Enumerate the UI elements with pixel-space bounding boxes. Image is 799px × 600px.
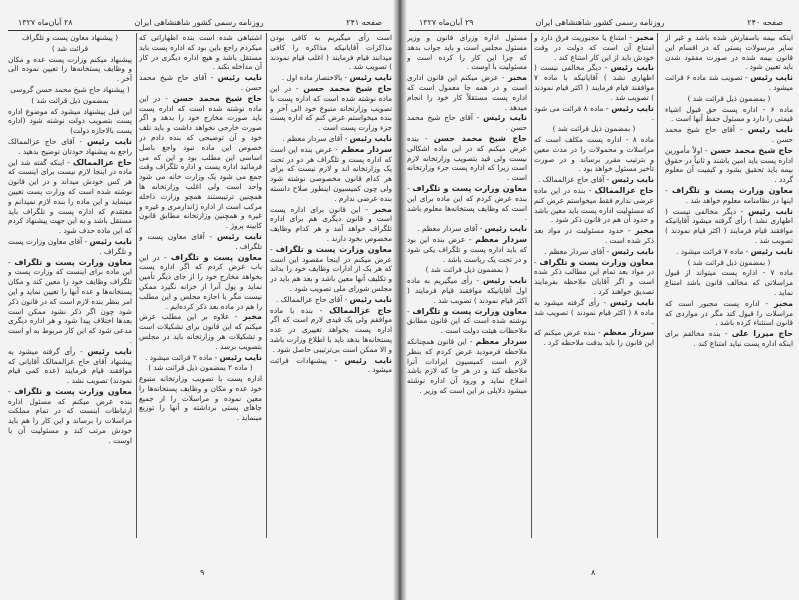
paragraph-text: ماده ۷ - اداره پست میتواند از قبول مراسلاتی که مخالف قانون باشد امتناع نماید . xyxy=(665,268,793,297)
speaker-name: معاون وزارت پست و تلگراف xyxy=(672,185,793,195)
paragraph-text: - این قانون برای اداره پست است و قانون دیگری هم برای اداره تلگراف خواهد آمد و هر کدام وظایف مخصوص بخود دارند . xyxy=(270,204,392,243)
paragraph xyxy=(665,268,793,297)
paragraph-text: - در این ماده نوشته شده است که اداره پست باید صورت مخارج خود را بدهد و اگر صورت خارجی نخواهد داشت و باید تلف خود و آن توضیحی که بنده دادم در خصوص این ماده نبود واجع باصل اساسی این مطلب بود و این که می فرمائید اداره پست و اداره تلگراف وقت جمع می شود یک وزارت خانه می شود واحد است ولی اغلب وزارتخانه ها همچنین ترتیبستند همچو وزارت داخله مرکب است از اداره ژاندارمری و غیره و غیره و همچنین وزارتخانه مطابق قانون کابینه پروژ . xyxy=(139,93,262,231)
paragraph-text: - بنده عرض کردم که این ماده برای این است که وظایف پستخانه‌ها معلوم باشد . xyxy=(407,183,527,223)
paragraph xyxy=(8,44,132,54)
speaker-paragraph xyxy=(8,387,132,446)
paragraph-text: اشتباهی شده است بنده اظهاراتی که میکردم راجع باین بود که اداره پست باید مستقل باشد و هیچ اداره دیگری در کار آن مداخله نکند . xyxy=(139,33,262,72)
speaker-paragraph xyxy=(665,73,793,93)
paragraph-text: - بنده عرض میکنم که در این ماده اشکالی نیست ولی قید بتصویب وزارتخانه لازم است زیرا که اداره پست جزء وزارتخانه است . xyxy=(407,133,527,183)
speaker-paragraph xyxy=(8,237,132,257)
speaker-paragraph xyxy=(534,258,654,297)
paragraph-text: - بنده عرض میکنم که این قانون را باید بدقت ملاحظه کرد . xyxy=(534,328,654,347)
speaker-name: معاون پست و تلگراف xyxy=(170,252,262,262)
paragraph xyxy=(8,107,132,136)
paragraph xyxy=(665,33,793,72)
paragraph xyxy=(8,96,132,106)
paragraph-text: - ماده ۲ قرائت میشود . xyxy=(145,352,218,362)
paragraph-text: - رأی میگیریم به ماده اول آقایانیکه موافقند قیام فرمایند ( اکثر قیام نمودند ) تصویب شد . xyxy=(407,276,527,305)
speaker-paragraph xyxy=(8,158,132,236)
speaker-name: سردار معظم xyxy=(475,336,527,346)
text-column xyxy=(8,33,132,538)
speaker-paragraph xyxy=(534,247,654,257)
speaker-paragraph xyxy=(665,299,793,328)
speaker-name: سردار معظم xyxy=(603,328,654,338)
text-column xyxy=(407,33,527,538)
paragraph-text: - در مواد بعد تمام این مطالب ذکر شده است و اگر آقایان ملاحظه بفرمایند تصدیق خواهند کرد . xyxy=(534,257,654,296)
header-rule xyxy=(409,30,791,31)
speaker-name: حاج میرزا علی xyxy=(731,329,793,339)
paragraph-text: - رأی گرفته میشود به ماده ۸ ( اکثر قیام نمودند ) تصویب شد . xyxy=(534,297,654,327)
speaker-name: مخبر xyxy=(508,73,527,83)
paragraph xyxy=(139,374,262,423)
speaker-paragraph xyxy=(139,353,262,363)
column-divider xyxy=(266,33,267,538)
paragraph-text: - پیشنهادات قرائت میشود . xyxy=(270,355,392,375)
speaker-name: نایب رئیس xyxy=(611,103,654,113)
speaker-name: نایب رئیس xyxy=(610,63,654,73)
page-footer-number: ۹ xyxy=(200,568,205,577)
speaker-paragraph xyxy=(270,295,392,305)
paragraph-text: - بالاختصار ماده اول . xyxy=(281,73,348,83)
paragraph-text: - بنده در این ماده عرضی ندارم فقط میخواستم عرض کنم که مسئولیت اداره پست باید معین باشد و حدود آن هم در قانون ذکر شود . xyxy=(534,185,654,225)
page-number: صفحه ۲۴۱ xyxy=(346,18,382,27)
paragraph xyxy=(407,265,527,275)
speaker-name: مخبر xyxy=(373,204,392,214)
paragraph-text: - دیگر مخالفی نیست ( اظهاری نشد ) آقایانیکه با ماده ۷ موافقند قیام فرمایند ( اکثر قیام نمودند ) تصویب شد . xyxy=(534,63,654,102)
speaker-name: حاج شیخ محمد حسن xyxy=(710,145,793,155)
speaker-name: نایب رئیس xyxy=(217,231,262,241)
paragraph-text: اداره پست با تصویب وزارتخانه متبوع خود عده و مکان و وظایف پستخانه‌ها را معین نموده و مراسلات را از جمیع جاهای پستی برداشته و آنها را توزیع مینماید . xyxy=(139,374,262,423)
speaker-name: نایب رئیس xyxy=(482,276,527,286)
newspaper-title: روزنامه رسمی کشور شاهنشاهی ایران xyxy=(535,18,665,27)
speaker-paragraph xyxy=(534,104,654,124)
paragraph-text: - آقای حاج عزالممالک راجع به پیشنهاد خودتان توضیح بدهید . xyxy=(8,136,132,156)
paragraph-text: - امتناع یا مجبوریت فرق دارد و امتناع آن است که دولت در وقت خودش باید از این کار امتناع کند . xyxy=(534,33,654,62)
paragraph-text: - اولاً مأمورین اداره پست باید امین باشند و ثانیاً در حقوق بیمه باید تحقیق بشود و کیفیت آن معلوم گردد . xyxy=(665,145,793,185)
paragraph xyxy=(665,94,793,104)
speaker-name: حاج شیخ محمد حسن xyxy=(433,133,527,143)
speaker-paragraph xyxy=(407,134,527,183)
speaker-paragraph xyxy=(407,276,527,305)
paragraph-text: ( بمضمون ذیل قرائت شد ) xyxy=(687,93,771,103)
text-column xyxy=(534,33,654,538)
column-divider xyxy=(531,33,532,538)
paragraph-text: - آقای معاون پست و تلگراف . xyxy=(139,231,262,251)
paragraph xyxy=(665,105,793,125)
speaker-paragraph xyxy=(407,307,527,336)
speaker-name: نایب رئیس xyxy=(611,175,654,185)
speaker-name: مخبر xyxy=(243,312,262,322)
paragraph-text: - در این باب عرض کردم که اگر اداره پست بخواهد مخارج خود را از جای دیگر تأمین نماید و پول آنرا از خزانه نگیرد ممکن نیست مگر با اجازه مجلس و این مطلب را هم در ماده بعد ذکر کرده‌ایم . xyxy=(139,252,262,311)
page-header xyxy=(8,18,390,30)
speaker-name: نایب رئیس xyxy=(349,133,392,143)
paragraph-text: مسئول اداره وزرای قانون و وزیر مسئول مجلس است و باید جواب بدهد که چرا این کار را کرده است و مسئولیت با اوست . xyxy=(407,33,527,72)
paragraph-text: ( بمضمون ذیل قرائت شد ) xyxy=(552,124,636,134)
speaker-name: نایب رئیس xyxy=(344,355,392,365)
page-number: صفحه ۲۴۰ xyxy=(747,18,783,27)
paragraph-text: - نوشته شده است که این قانون مطابق ملاحظات هیئت دولت است . xyxy=(407,306,527,336)
paragraph-text: - بنده مخالفم برای اینکه اداره پست نباید امتناع کند . xyxy=(665,329,793,348)
speaker-paragraph xyxy=(534,33,654,62)
speaker-name: معاون وزارت پست و تلگراف xyxy=(412,306,527,316)
speaker-paragraph xyxy=(665,329,793,349)
speaker-paragraph xyxy=(407,184,527,223)
paragraph-text: - این قانون همچنانکه ملاحظه فرمودید عرض کردم که بنظر لازم است کمیسیون ایرادات آنرا ملاحظه کند و در هر جا که لازم باشد اصلاح نماید و ورود آن اداره نوشته میشود دلایلی بر این است که وزیر . xyxy=(407,336,527,395)
speaker-paragraph xyxy=(534,328,654,348)
paragraph xyxy=(534,124,654,134)
speaker-paragraph xyxy=(407,337,527,396)
paragraph-text: - اینها در نظامنامه معلوم خواهد شد . xyxy=(665,185,793,205)
column-divider xyxy=(136,33,137,538)
speaker-name: نایب رئیس xyxy=(349,73,392,83)
speaker-name: معاون وزارت پست و تلگراف xyxy=(412,183,527,193)
speaker-name: حاج عزالممالک xyxy=(594,185,654,195)
paragraph-text: - ماده ۷ قرائت میشود . xyxy=(676,246,749,256)
column-divider xyxy=(657,33,658,538)
paragraph-text: - آقای سردار معظم . xyxy=(544,246,610,256)
paragraph-text: - اینکه گفته شد این ماده در اینجا لازم نیست برای اینست که هر کس خودش میداند و در این قانون نوشته شده است که وزارت پست تعیین مینماید و این ماده را بنده لازم نمیدانم و معتقدم که اداره پست و تلگراف باید مستقل باشد و به این جهت پیشنهاد کردم که این ماده حذف شود . xyxy=(8,157,132,236)
paragraph-text: پیشنهاد میکنم وزارت پست عده و مکان و وظایف پستخانه‌ها را تعیین نموده الی آخر . xyxy=(8,54,132,84)
speaker-name: حاج عزالممالک xyxy=(329,305,392,315)
speaker-paragraph xyxy=(8,347,132,386)
speaker-name: نایب رئیس xyxy=(610,297,654,307)
issue-date: ۲۸ آبان‌ماه ۱۳۲۷ xyxy=(18,18,73,27)
speaker-name: مخبر xyxy=(635,226,654,236)
speaker-paragraph xyxy=(665,247,793,257)
paragraph xyxy=(665,258,793,268)
paragraph-text: - اداره پست مجبور است که مراسلات را قبول کند مگر در مواردی که قانون استثناء کرده باشد . xyxy=(665,298,793,328)
paragraph-text: - این ماده برای اینست که وزارت پست و تلگراف وظایف خود را معین کند و مکان پستخانه‌ها و عده آنها را تعیین نماید و این امر بنظر بنده لازم است که در قانون ذکر شود چون اگر ذکر نشود ممکن است بعدها اختلاف پیدا شود و هر اداره دیگری مدعی شود که این کار مربوط به او است . xyxy=(8,257,132,345)
speaker-name: معاون وزارت پست و تلگراف xyxy=(275,244,392,254)
speaker-paragraph xyxy=(139,253,262,312)
speaker-name: نایب رئیس xyxy=(611,246,654,256)
page-header xyxy=(409,18,791,30)
speaker-name: نایب رئیس xyxy=(349,294,392,304)
paragraph-text: ( پیشنهاد حاج شیخ محمد حسن گروسی xyxy=(10,84,130,94)
left-page xyxy=(0,0,398,600)
paragraph-text: - عرض بنده این بود که باید اداره پست و تلگراف یکی شود و در تحت یک ریاست باشد . xyxy=(407,234,527,264)
paragraph-text: ( پیشنهاد معاون پست و تلگراف xyxy=(21,33,119,42)
paragraph-text: - حدود مسئولیت در مواد بعد ذکر شده است . xyxy=(534,226,654,245)
speaker-name: نایب رئیس xyxy=(87,346,132,356)
speaker-name: نایب رئیس xyxy=(750,73,793,83)
text-column xyxy=(139,33,262,538)
speaker-paragraph xyxy=(534,175,654,185)
page-footer-number: ۸ xyxy=(591,568,596,577)
paragraph-text: ماده ۶ - اداره پست حق قبول اشیاء قیمتی را دارد و مسئول حفظ آنها است . xyxy=(665,104,793,124)
paragraph-text: ( بمضمون ذیل قرائت شد ) xyxy=(425,265,509,275)
speaker-name: حاج شیخ محمد حسن xyxy=(303,83,392,93)
speaker-paragraph xyxy=(139,312,262,351)
paragraph-text: - ماده ۸ قرائت می شود . xyxy=(534,103,654,123)
speaker-name: مخبر xyxy=(635,33,654,42)
speaker-name: نایب رئیس xyxy=(219,352,262,362)
speaker-paragraph xyxy=(270,356,392,376)
speaker-paragraph xyxy=(665,207,793,246)
paragraph xyxy=(534,135,654,174)
paragraph-text: - آقای سردار معظم . xyxy=(282,133,348,143)
paragraph-text: - در این ماده نوشته شده است که اداره پست با تصویب وزارتخانه متبوع خود الی آخر و بنده میخواستم عرض کنم که اداره پست جزء وزارت پست است . xyxy=(270,83,392,133)
speaker-name: معاون وزارت پست و تلگراف xyxy=(539,257,654,267)
paragraph-text: این قبل پیشنهاد میشود که موضوع اداره پست بتصویب دولت نوشته شود (اداره پست بالاجازه دولت) xyxy=(8,106,132,136)
paragraph-text: است رأی میگیریم به کافی بودن مذاکرات آقایانیکه مذاکره را کافی میدانند قیام فرمایند ( اغلب قیام نمودند ) تصویب شد . xyxy=(270,33,392,72)
paragraph xyxy=(407,33,527,72)
paragraph-text: - آقای حاج شیخ محمد حسن . xyxy=(139,73,262,92)
speaker-paragraph xyxy=(534,226,654,246)
issue-date: ۲۹ آبان‌ماه ۱۳۲۷ xyxy=(419,18,474,27)
speaker-name: معاون وزارت پست و تلگراف xyxy=(14,386,132,396)
paragraph-text: - علاوه بر این مطلب عرض میکنم که این قانون برای تشکیلات است و تشکیلات هر وزارتخانه باید در مجلس بتصویب برسد . xyxy=(139,312,262,351)
paragraph-text: - عرض بنده این است که اداره پست و تلگراف هر دو در تحت یک وزارتخانه اند و لازم نیست که برای هر کدام قانون مخصوصی نوشته شود ولی چون کمیسیون اینطور صلاح دانسته بنده عرضی ندارم . xyxy=(270,144,392,203)
speaker-paragraph xyxy=(665,125,793,145)
speaker-paragraph xyxy=(534,186,654,225)
paragraph-text: - آقای حاج شیخ محمد حسن . xyxy=(407,113,527,133)
paragraph-text: - آقای سردار معظم . xyxy=(417,224,483,234)
paragraph-text: قرائت شد ) xyxy=(51,43,89,53)
speaker-paragraph xyxy=(270,245,392,294)
header-rule xyxy=(8,30,390,31)
speaker-paragraph xyxy=(139,73,262,93)
speaker-name: نایب رئیس xyxy=(483,113,527,123)
paragraph-text: - تصویب شد ماده ۶ قرائت میشود . xyxy=(665,73,793,92)
speaker-paragraph xyxy=(270,205,392,244)
paragraph-text: - عرض میکنم در اینجا مقصود این است که هر یک از ادارات وظایف خود را بداند و تکلیف آنها معین باشد و بعد هم باید در مجلس شورای ملی تصویب شود . xyxy=(270,244,392,293)
speaker-name: نایب رئیس xyxy=(747,125,793,135)
paragraph-text: - بنده عرض میکنم که مسئول اداره ارتباطات اینست که در تمام مملکت مراسلات را برساند و این کار را هم باید خودش مرتب کند و مسئولیت آن با اوست . xyxy=(8,386,132,445)
right-page xyxy=(401,0,799,600)
speaker-name: مخبر xyxy=(774,298,793,308)
newspaper-title: روزنامه رسمی کشور شاهنشاهی ایران xyxy=(134,18,264,27)
speaker-paragraph xyxy=(270,306,392,355)
paragraph xyxy=(270,33,392,72)
speaker-name: نایب رئیس xyxy=(750,246,793,256)
speaker-paragraph xyxy=(407,73,527,112)
speaker-paragraph xyxy=(534,298,654,327)
speaker-paragraph xyxy=(270,84,392,133)
paragraph-text: - آقای حاج عزالممالک . xyxy=(276,294,348,304)
speaker-name: نایب رئیس xyxy=(89,236,132,246)
speaker-name: نایب رئیس xyxy=(87,136,132,146)
speaker-paragraph xyxy=(8,258,132,346)
speaker-paragraph xyxy=(407,224,527,234)
paragraph xyxy=(139,363,262,373)
paragraph-text: - آقای معاون وزارت پست و تلگراف . xyxy=(8,236,132,256)
speaker-name: نایب رئیس xyxy=(484,224,527,234)
paragraph xyxy=(8,33,132,43)
paragraph-text: - رأی گرفته میشود به پیشنهاد آقای حاج عزالممالک آقایانی که موافقند قیام فرمایند (عده کمی قیام نمودند) تصویب نشد . xyxy=(8,346,132,386)
paragraph-text: بمضمون ذیل قرائت شد ) xyxy=(31,95,109,105)
speaker-paragraph xyxy=(665,186,793,206)
speaker-name: حاج شیخ محمد حسن xyxy=(172,93,262,103)
speaker-paragraph xyxy=(534,63,654,102)
speaker-paragraph xyxy=(139,232,262,252)
paragraph-text: - بنده با ماده موافقم ولی یک قیدی لازم است که اگر اداره پست بخواهد تغییری در عده پستخانه‌ها بدهد باید با اطلاع وزارت باشد و الا ممکن است بی‌ترتیبی حاصل شود . xyxy=(270,305,392,354)
speaker-paragraph xyxy=(270,134,392,144)
paragraph xyxy=(8,85,132,95)
paragraph xyxy=(8,55,132,84)
speaker-paragraph xyxy=(270,73,392,83)
paragraph-text: ( ماده ۲ بمضمون ذیل قرائت شد ) xyxy=(148,363,253,373)
text-column xyxy=(665,33,793,538)
speaker-paragraph xyxy=(407,113,527,133)
speaker-name: سردار معظم xyxy=(475,234,527,244)
paragraph xyxy=(139,33,262,72)
speaker-name: معاون وزارت پست و تلگراف xyxy=(14,257,132,267)
speaker-paragraph xyxy=(270,145,392,204)
speaker-name: نایب رئیس xyxy=(217,73,262,83)
paragraph-text: - عرض میکنم این قانون اداری است و در همه جا معمول است که اداره پست مستقلاً کار خود را انجام میدهد . xyxy=(407,73,527,112)
speaker-name: سردار معظم xyxy=(340,144,392,154)
text-column xyxy=(270,33,392,538)
paragraph-text: اینکه بیمه باسفارش شده باشد و غیر از سایر مرسولات پستی که در اقسام این قانون بیمه شده در صورت مفقود شدن باید تعیین شود . xyxy=(665,33,793,72)
speaker-paragraph xyxy=(8,137,132,157)
speaker-name: نایب رئیس xyxy=(748,206,793,216)
speaker-paragraph xyxy=(665,146,793,185)
speaker-name: حاج عزالممالک xyxy=(72,157,132,167)
paragraph-text: - دیگر مخالفی نیست ( اظهاری نشد ) رأی گرفته میشود آقایانیکه موافقند قیام فرمایند ( اکثر قیام نمودند ) تصویب شد . xyxy=(665,206,793,245)
paragraph-text: ( بمضمون ذیل قرائت شد ) xyxy=(687,257,771,267)
paragraph-text: - آقای حاج شیخ محمد حسن . xyxy=(665,125,793,144)
paragraph-text: ماده ۸ - اداره پست مکلف است که مراسلات و محمولات را در مدت معین و بترتیب مقرر برساند و در صورت تأخیر مسئول خواهد بود . xyxy=(534,134,654,174)
paragraph-text: - آقای حاج عزالممالک . xyxy=(538,175,610,185)
speaker-paragraph xyxy=(139,94,262,231)
speaker-paragraph xyxy=(407,235,527,264)
